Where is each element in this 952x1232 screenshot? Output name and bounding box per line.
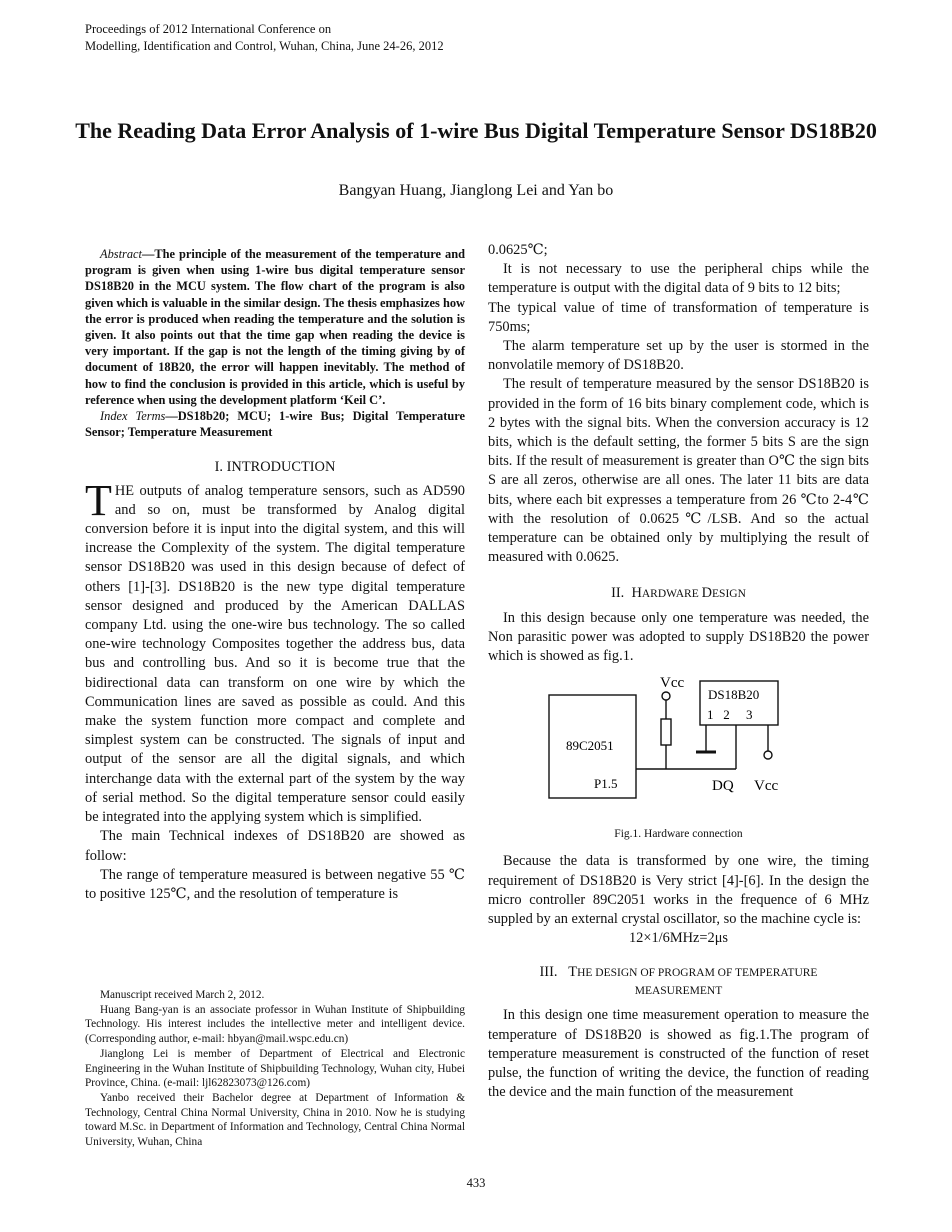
footnotes — [85, 988, 465, 1150]
vcc-right-label: Vcc — [754, 778, 779, 795]
intro-paragraph-3: The range of temperature measured is between negative 55 ℃ to positive 125℃, and the resolution of temperature is — [85, 866, 465, 902]
intro-paragraph-2: The main Technical indexes of DS18B20 are showed as follow: — [85, 828, 465, 864]
sensor-label: DS18B20 — [708, 687, 760, 703]
right-paragraph-3: The alarm temperature set up by the user is stormed in the nonvolatile memory of DS18B20. — [488, 338, 869, 374]
pin-numbers: 1 2 3 — [707, 707, 753, 723]
footnote-author-1: Huang Bang-yan is an associate professor in Wuhan Institute of Shipbuilding Technology. His interest includes the intellective meter and intelligent device. (Corresponding author, e-mail: hbyan@mail.wspc.edu.cn) — [85, 1003, 465, 1046]
footnote-received: Manuscript received March 2, 2012. — [100, 989, 265, 1001]
paper-title: The Reading Data Error Analysis of 1-wire Bus Digital Temperature Sensor DS18B20 — [75, 118, 877, 143]
page-number: 433 — [466, 1176, 486, 1190]
right-paragraph-6: Because the data is transformed by one wire, the timing requirement of DS18B20 is Very strict [4]-[6]. In the design the micro controller 89C2051 works in the frequence of 6 MHz suppled by an external crystal oscillator, so the machine cycle is: — [488, 853, 869, 928]
abstract-text: —The principle of the measurement of the temperature and program is given when using 1-wire bus digital temperature sensor DS18B20 in the MCU system. The flow chart of the program is also given which is valuable in the similar design. The thesis emphasizes how the error is produced when reading the temperature and the solution is given. It also points out that the time gap when reading the device is very important. If the gap is not the length of the timing giving by of document of 18B20, the error will happen inevitably. The method of how to find the conclusion is provided in this article, which is useful by reference when using the development platform ‘Keil C’. — [85, 247, 465, 407]
right-paragraph-5: In this design because only one temperature was needed, the Non parasitic power was adopted to supply DS18B20 the power which is showed as fig.1. — [488, 609, 869, 665]
footnote-author-2: Jianglong Lei is member of Department of Electrical and Electronic Engineering in the Wuhan Institute of Shipbuilding Technology, Wuhan city, Hubei Province, China. (e-mail: ljl62823073@126.com) — [85, 1047, 465, 1090]
drop-cap: T — [85, 475, 112, 525]
figure-caption: Fig.1. Hardware connection — [614, 828, 743, 841]
right-paragraph-4: The result of temperature measured by the sensor DS18B20 is provided in the form of 16 bits binary complement code, which is 2 bytes with the signal bits. When the conversion accuracy is 12 bits, which is the default setting, the former 5 bits S are the sign bits. If the result of measurement is greater than O℃ the sign bits S are all zeros, otherwise are all ones. The later 11 bits are data bits, where each bit expresses a temperature from 26 ℃to 2-4℃ with the resolution of 0.0625℃/LSB. And so the actual temperature can be obtained only by multiplying the result of measured with 0.0625. — [488, 376, 869, 566]
mcu-label: 89C2051 — [566, 738, 614, 754]
conference-header — [85, 21, 444, 55]
header-line-1: Proceedings of 2012 International Conference on — [85, 22, 332, 36]
footnote-author-3: Yanbo received their Bachelor degree at Department of Information & Technology, Central China Normal University, China in 2010. Now he is studying toward M.Sc. in Department of Information and Technology, Central China Normal University, Wuhan, China — [85, 1091, 465, 1149]
section-heading-introduction: I. INTRODUCTION — [214, 459, 336, 476]
left-column — [85, 246, 465, 904]
circuit-diagram — [488, 666, 869, 826]
resolution-value: 0.0625℃; — [488, 242, 548, 258]
right-paragraph-1: It is not necessary to use the peripheral chips while the temperature is output with the digital data of 9 bits to 12 bits; — [488, 261, 869, 297]
paper-authors: Bangyan Huang, Jianglong Lei and Yan bo — [338, 182, 614, 199]
vcc-terminal-top — [662, 692, 670, 700]
abstract-label: Abstract — [100, 247, 142, 261]
abstract-block — [85, 246, 465, 440]
vcc-terminal-right — [764, 751, 772, 759]
section-heading-program-design: III. THE DESIGN OF PROGRAM OF TEMPERATURE — [539, 964, 818, 981]
section-heading-hardware: II. HARDWARE DESIGN — [611, 585, 746, 602]
header-line-2: Modelling, Identification and Control, Wuhan, China, June 24-26, 2012 — [85, 39, 444, 53]
index-terms-text: —DS18b20; MCU; 1-wire Bus; Digital Temperature Sensor; Temperature Measurement — [85, 409, 465, 440]
right-column — [488, 241, 869, 1103]
right-paragraph-2: The typical value of time of transformation of temperature is 750ms; — [488, 299, 869, 335]
section-heading-program-design-line2: MEASUREMENT — [634, 985, 723, 998]
machine-cycle-formula: 12×1/6MHz=2μs — [628, 930, 729, 947]
dq-label: DQ — [712, 778, 734, 795]
index-terms-label: Index Terms — [100, 409, 166, 424]
intro-paragraph-1: HE outputs of analog temperature sensors, such as AD590 and so on, must be transformed by Analog digital conversion before it is input into the digital system, and this will increase the Complexity of the system. The digital temperature sensor DS18B20 was used in this design because of defect of others [1]-[3]. DS18B20 is the new type digital temperature sensor designed and produced by the American DALLAS company Ltd. using the one-wire bus technology. The so called one-wire technology Composites together the address bus, data bus and controlling bus. And so it is become true that the bidirectional data can transform on one wire by which the Communication lines are saved as possible as could. And this make the system function more compact and complete and simplest system can be constructed. The signals of input and output of the sensor are all the digital signals, and which interchange data with the external part of the system by the way of serial method. So the digital temperature sensor could easily be integrated into the applying system which is simplified. — [85, 482, 465, 826]
right-paragraph-7: In this design one time measurement operation to measure the temperature of DS18B20 is showed as fig.1.The program of temperature measurement is constructed of the function of reset pulse, the function of writing the device, the function of reading the device and the main function of the measurement — [488, 1007, 869, 1101]
pull-up-resistor — [661, 719, 671, 745]
hardware-connection-figure — [488, 666, 869, 826]
vcc-top-label: Vcc — [660, 675, 685, 692]
pin-label: P1.5 — [594, 776, 618, 792]
